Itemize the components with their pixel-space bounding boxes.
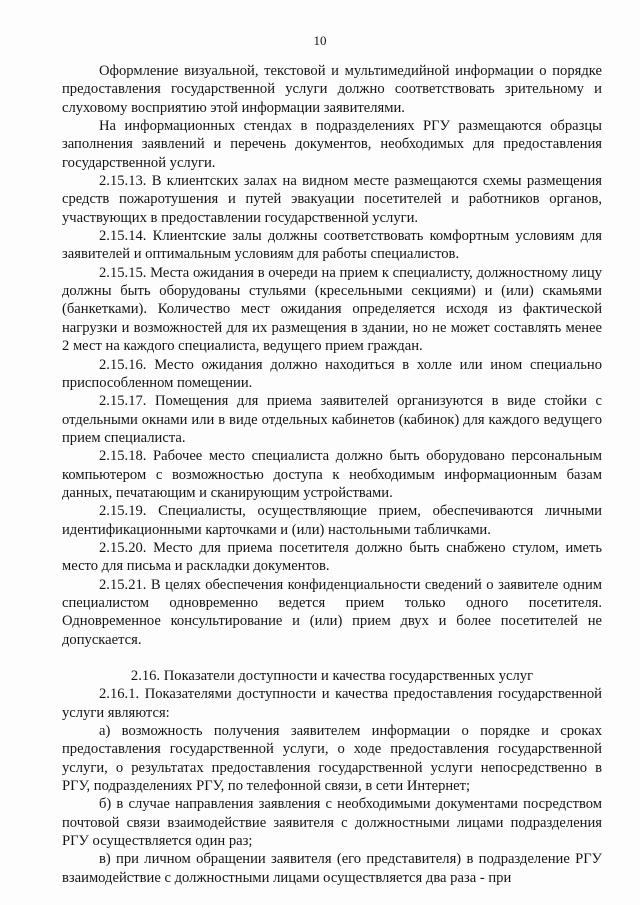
paragraph-2-15-17: 2.15.17. Помещения для приема заявителей организуются в виде стойки с отдельными окнами или в виде отдельных кабинетов (кабинок) для каждого ведущего прием специалиста. <box>62 393 602 446</box>
paragraph-2-15-15: 2.15.15. Места ожидания в очереди на прием к специалисту, должностному лицу должны быть оборудованы стульями (кресельными секциями) и (или) скамьями (банкетками). Количество мест ожидания определяется исходя из фактической нагрузки и возможностей для их размещения в здании, но не может составлять менее 2 мест на каждого специалиста, ведущего прием граждан. <box>62 264 602 355</box>
list-item-a: а) возможность получения заявителем информации о порядке и сроках предоставления государственной услуги, о ходе предоставления государственной услуги, о результатах предоставления государственной услуги непосредственно в РГУ, подразделениях РГУ, по телефонной связи, в сети Интернет; <box>62 723 602 795</box>
paragraph-2-15-21: 2.15.21. В целях обеспечения конфиденциальности сведений о заявителе одним специалистом одновременно ведется прием только одного посетителя. Одновременное консультирование и (или) прием двух и более посетителей не допускается. <box>62 576 602 648</box>
paragraph-information-stands: На информационных стендах в подразделениях РГУ размещаются образцы заполнения заявлений и перечень документов, необходимых для предоставления государственной услуги. <box>62 118 602 171</box>
paragraph-2-15-14: 2.15.14. Клиентские залы должны соответствовать комфортным условиям для заявителей и оптимальным условиям для работы специалистов. <box>62 228 602 263</box>
paragraph-2-15-19: 2.15.19. Специалисты, осуществляющие прием, обеспечиваются личными идентификационными карточками и (или) настольными табличками. <box>62 503 602 538</box>
paragraph-2-15-18: 2.15.18. Рабочее место специалиста должно быть оборудовано персональным компьютером с возможностью доступа к необходимым информационным базам данных, печатающим и сканирующим устройствами. <box>62 448 602 501</box>
document-body <box>62 62 602 887</box>
paragraph-2-15-20: 2.15.20. Место для приема посетителя должно быть снабжено стулом, иметь место для письма и раскладки документов. <box>62 539 602 575</box>
list-item-v: в) при личном обращении заявителя (его представителя) в подразделение РГУ взаимодействие с должностными лицами осуществляется два раза - при <box>62 851 602 886</box>
page-number: 10 <box>313 33 327 48</box>
paragraph-2-15-16: 2.15.16. Место ожидания должно находиться в холле или ином специально приспособленном помещении. <box>62 356 602 391</box>
list-item-b: б) в случае направления заявления с необходимыми документами посредством почтовой связи взаимодействие заявителя с должностными лицами подразделения РГУ осуществляется один раз; <box>62 796 602 850</box>
paragraph-information-design: Оформление визуальной, текстовой и мультимедийной информации о порядке предоставления государственной услуги должно соответствовать зрительному и слуховому восприятию этой информации заявителями. <box>62 63 602 116</box>
paragraph-2-16-1: 2.16.1. Показателями доступности и качества предоставления государственной услуги являются: <box>62 686 602 721</box>
section-heading-2-16: 2.16. Показатели доступности и качества государственных услуг <box>130 668 534 684</box>
paragraph-2-15-13: 2.15.13. В клиентских залах на видном месте размещаются схемы размещения средств пожаротушения и путей эвакуации посетителей и работников органов, участвующих в предоставлении государственной услуги. <box>62 173 602 226</box>
